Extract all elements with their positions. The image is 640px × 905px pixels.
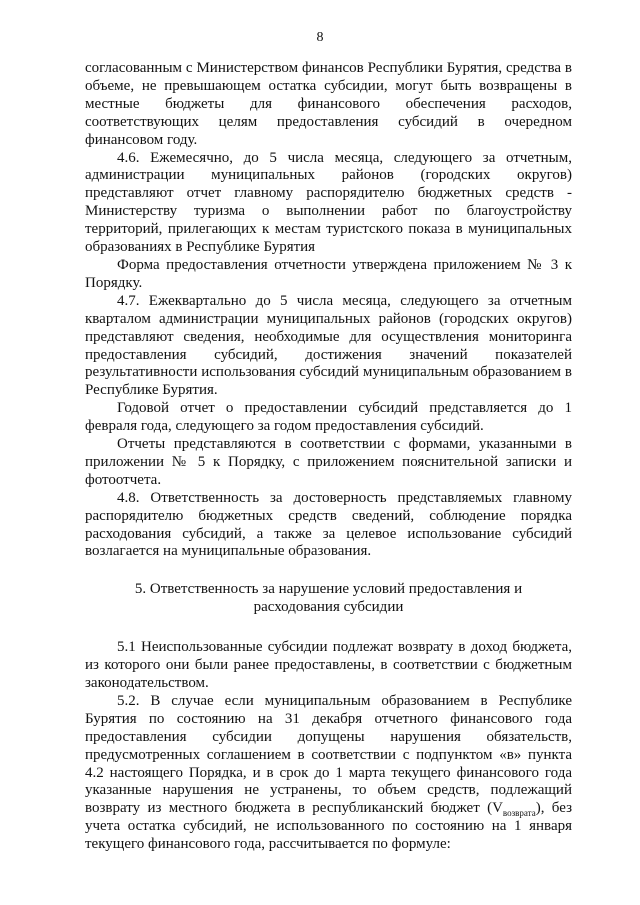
section-heading-line-1: 5. Ответственность за нарушение условий предоставления и (134, 581, 523, 598)
paragraph-5-2-before: 5.2. В случае если муниципальным образованием в Республике Бурятия по состоянию на 31 декабря отчетного финансового года предоставления субсидии допущены нарушения обязательств, предусмотренных соглашением в соответствии с подпунктом «в» пункта 4.2 настоящего Порядка, и в срок до 1 марта текущего финансового года указанные нарушения не устранены, то объем средств, подлежащий возврату из местного бюджета в республиканский бюджет (V (85, 692, 572, 817)
document-body (85, 60, 572, 854)
paragraph-4-8: 4.8. Ответственность за достоверность представляемых главному распорядителю бюджетных средств сведений, соблюдение порядка расходования субсидий, а также за целевое использование субсидий возлагается на муниципальные образования. (85, 489, 572, 560)
v-return-subscript: возврата (502, 808, 536, 819)
paragraph-5-2 (85, 693, 572, 854)
paragraph-reports-forms: Отчеты представляются в соответствии с формами, указанными в приложении № 5 к Порядку, с приложением пояснительной записки и фотоотчета. (85, 436, 572, 488)
paragraph-continuation: согласованным с Министерством финансов Республики Бурятия, средства в объеме, не превышающем остатка субсидии, могут быть возвращены в местные бюджеты для финансового обеспечения расходов, соответствующих целям предоставления субсидий в очередном финансовом году. (85, 60, 572, 148)
paragraph-5-1: 5.1 Неиспользованные субсидии подлежат возврату в доход бюджета, из которого они были ранее предоставлены, в соответствии с бюджетным законодательством. (85, 639, 572, 691)
paragraph-4-7: 4.7. Ежеквартально до 5 числа месяца, следующего за отчетным кварталом администрации муниципальных районов (городских округов) представляют сведения, необходимые для осуществления мониторинга предоставления субсидий, достижения значений показателей результативности использования субсидий муниципальным образованием в Республике Бурятия. (85, 292, 572, 399)
section-heading (85, 581, 572, 617)
paragraph-5-2-after: ), без учета остатка субсидий, не использованного по состоянию на 1 января текущего финансового года, рассчитывается по формуле: (85, 800, 572, 853)
paragraph-4-6: 4.6. Ежемесячно, до 5 числа месяца, следующего за отчетным, администрации муниципальных районов (городских округов) представляют отчет главному распорядителю бюджетных средств - Министерству туризма о выполнении работ по благоустройству территорий, прилегающих к местам туристского показа в муниципальных образованиях в Республике Бурятия (85, 149, 572, 256)
paragraph-report-form: Форма предоставления отчетности утверждена приложением № 3 к Порядку. (85, 256, 572, 291)
page-number: 8 (316, 30, 324, 45)
paragraph-annual-report: Годовой отчет о предоставлении субсидий представляется до 1 февраля года, следующего за годом предоставления субсидий. (85, 400, 572, 435)
section-heading-line-2: расходования субсидии (253, 599, 404, 616)
